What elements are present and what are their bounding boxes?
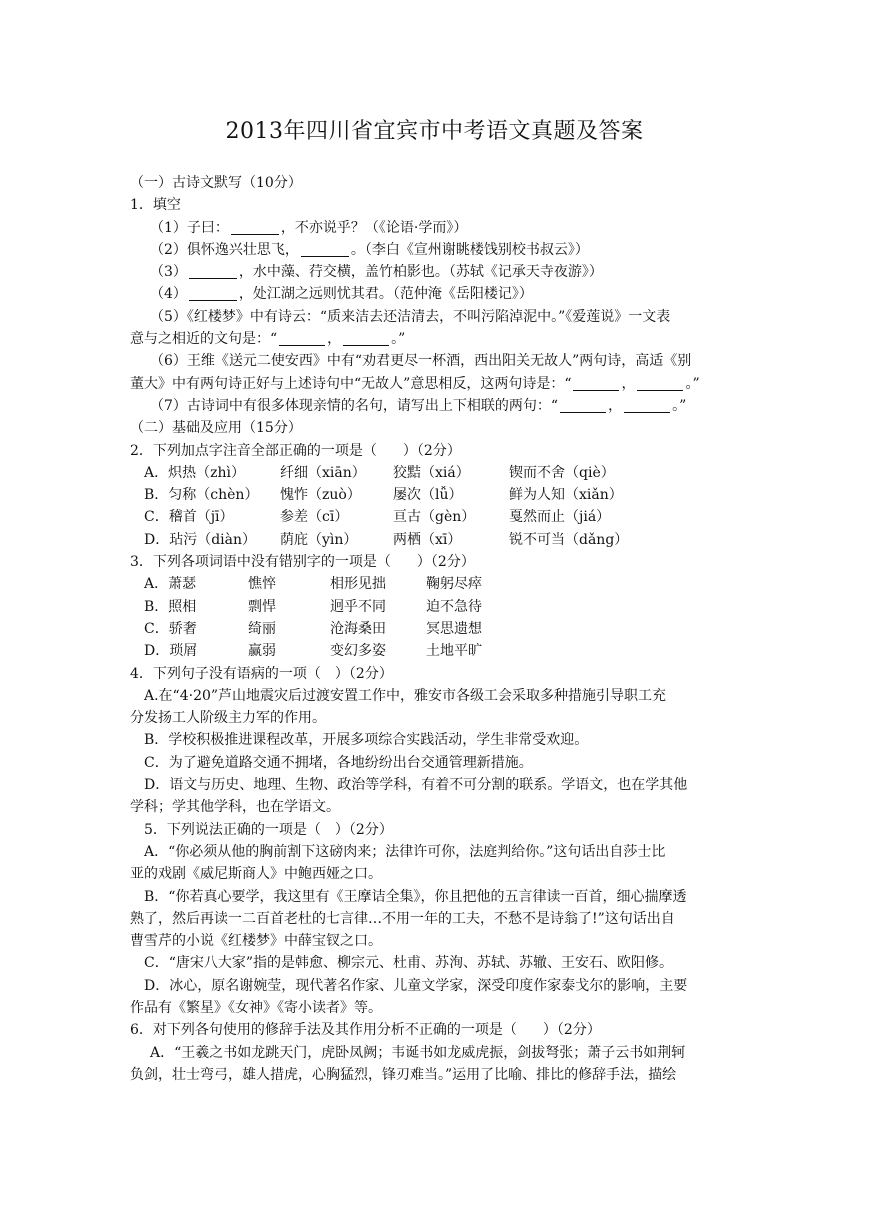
- option-cell: B．匀称（chèn）: [144, 487, 259, 504]
- fill-text: 。（李白《宣州谢眺楼饯别校书叔云》）: [350, 241, 589, 258]
- fill-text: ，处江湖之远则忧其君。（范仲淹《岳阳楼记》）: [238, 286, 533, 303]
- fill-item-1: [130, 217, 745, 239]
- option-cell: 剽悍: [248, 598, 276, 615]
- option-cell: 冥思遗想: [426, 620, 482, 637]
- question-4-stem: 4．下列句子没有语病的一项（ ）（2分）: [130, 665, 393, 682]
- stem-text: 6．对下列各句使用的修辞手法及其作用分析不正确的一项是（: [130, 1022, 517, 1039]
- fill-text: （4）: [150, 286, 187, 303]
- option-row: [130, 529, 745, 551]
- option-cell: B．照相: [144, 598, 197, 615]
- option-cell: 迥乎不同: [330, 598, 386, 615]
- question-2-stem: [130, 440, 745, 462]
- document-title: 2013年四川省宜宾市中考语文真题及答案: [225, 119, 644, 144]
- option-cell: 屡次（lǚ）: [393, 487, 463, 504]
- fill-text: （3）: [150, 264, 187, 281]
- option-a-cont: 亚的戏剧《威尼斯商人》中鲍西娅之口。: [130, 866, 382, 883]
- question-6-stem: [130, 1019, 745, 1041]
- question-3-stem: [130, 551, 745, 573]
- fill-text: 董大》中有两句诗正好与上述诗句中“无故人”意思相反，这两句诗是：“: [130, 375, 572, 392]
- fill-item-6-line2: [130, 373, 745, 395]
- question-heading: 1．填空: [130, 197, 181, 214]
- answer-blank[interactable]: [573, 376, 619, 391]
- question-5-stem: 5．下列说法正确的一项是（ ）（2分）: [144, 821, 393, 838]
- fill-item-4: [130, 283, 745, 305]
- answer-blank[interactable]: [560, 398, 606, 413]
- option-cell: 戛然而止（jiá）: [509, 509, 611, 526]
- option-cell: C．稽首（jī）: [144, 509, 234, 526]
- fill-item-5-line1: （5）《红楼梦》中有诗云：“质来洁去还洁清去，不叫污陷淖泥中。”《爱莲说》一文表: [150, 308, 671, 325]
- fill-item-6-line1: （6）王维《送元二使安西》中有“劝君更尽一杯酒，西出阳关无故人”两句诗，高适《别: [150, 353, 692, 370]
- fill-item-5-line2: [130, 328, 745, 350]
- fill-text: 。”: [391, 331, 406, 348]
- option-cell: 鲜为人知（xiǎn）: [509, 487, 623, 504]
- fill-text: （7）古诗词中有很多体现亲情的名句，请写出上下相联的两句：“: [150, 397, 559, 414]
- option-cell: 荫庇（yìn）: [280, 531, 358, 548]
- option-cell: 赢弱: [248, 643, 276, 660]
- fill-text: （1）子曰：: [150, 219, 229, 236]
- answer-blank[interactable]: [301, 242, 349, 257]
- stem-text: ）（2分）: [542, 1022, 601, 1039]
- option-cell: 纤细（xiān）: [280, 464, 366, 481]
- fill-text: 。”: [672, 397, 687, 414]
- document-body: [130, 172, 745, 1086]
- option-cell: A．炽热（zhì）: [144, 464, 245, 481]
- option-cell: C．骄奢: [144, 620, 197, 637]
- option-cell: 亘古（gèn）: [393, 509, 476, 526]
- option-a: A．“你必须从他的胸前割下这磅肉来；法律许可你，法庭判给你。”这句话出自莎士比: [144, 843, 666, 860]
- option-a-cont: 负剑，壮士弯弓，雄人措虎，心胸猛烈，锋刃难当。”运用了比喻、排比的修辞手法，描绘: [130, 1066, 677, 1083]
- fill-text: ，: [608, 397, 623, 414]
- option-b: B．学校积极推进课程改革，开展多项综合实践活动，学生非常受欢迎。: [144, 732, 589, 749]
- answer-blank[interactable]: [637, 376, 683, 391]
- answer-blank[interactable]: [189, 286, 237, 301]
- option-c: C．“唐宋八大家”指的是韩愈、柳宗元、杜甫、苏洵、苏轼、苏辙、王安石、欧阳修。: [144, 955, 674, 972]
- answer-blank[interactable]: [189, 264, 237, 279]
- option-b: B．“你若真心要学，我这里有《王摩诘全集》，你且把他的五言律读一百首，细心揣摩透: [144, 888, 687, 905]
- stem-text: 2．下列加点字注音全部正确的一项是（: [130, 442, 377, 459]
- option-cell: 锲而不舍（qiè）: [509, 464, 615, 481]
- fill-text: ，不亦说乎？（《论语·学而》）: [280, 219, 468, 236]
- option-cell: 参差（cī）: [280, 509, 349, 526]
- option-row: [130, 618, 745, 640]
- section-heading: （一）古诗文默写（10分）: [130, 175, 302, 191]
- fill-text: 。”: [685, 375, 700, 392]
- option-cell: D．玷污（diàn）: [144, 531, 257, 548]
- option-d-cont: 作品有《繁星》《女神》《寄小读者》等。: [130, 999, 382, 1016]
- option-cell: 两栖（xī）: [393, 531, 462, 548]
- option-c: C．为了避免道路交通不拥堵，各地纷纷出台交通管理新措施。: [144, 754, 533, 771]
- answer-blank[interactable]: [624, 398, 670, 413]
- option-d: D．冰心，原名谢婉莹，现代著名作家、儿童文学家，深受印度作家泰戈尔的影响，主要: [144, 977, 688, 994]
- option-row: [130, 596, 745, 618]
- option-row: [130, 573, 745, 595]
- option-row: [130, 640, 745, 662]
- option-b-cont: 熟了，然后再读一二百首老杜的七言律…不用一年的工夫，不愁不是诗翁了!”这句话出自: [130, 910, 675, 927]
- option-a: A．“王羲之书如龙跳天门，虎卧凤阙；韦诞书如龙威虎振，剑拔弩张；萧子云书如荆轲: [150, 1044, 686, 1061]
- fill-text: ，: [621, 375, 636, 392]
- fill-item-3: [130, 261, 745, 283]
- option-cell: 变幻多姿: [330, 643, 386, 660]
- option-cell: 绮丽: [248, 620, 276, 637]
- option-cell: 愧怍（zuò）: [280, 487, 361, 504]
- option-cell: 憔悴: [248, 576, 276, 593]
- option-row: [130, 462, 745, 484]
- option-row: [130, 484, 745, 506]
- option-b-cont: 曹雪芹的小说《红楼梦》中薛宝钗之口。: [130, 933, 382, 950]
- section-heading: （二）基础及应用（15分）: [130, 420, 302, 437]
- fill-text: ，: [327, 331, 342, 348]
- option-cell: 土地平旷: [426, 643, 482, 660]
- answer-blank[interactable]: [343, 331, 389, 346]
- fill-item-2: [130, 239, 745, 261]
- option-cell: D．琐屑: [144, 643, 198, 660]
- answer-blank[interactable]: [279, 331, 325, 346]
- option-row: [130, 506, 745, 528]
- option-cell: 狡黠（xiá）: [393, 464, 470, 481]
- option-cell: 沧海桑田: [330, 620, 386, 637]
- fill-text: ，水中藻、荇交横，盖竹柏影也。（苏轼《记承天寺夜游》）: [238, 264, 603, 281]
- answer-blank[interactable]: [231, 220, 279, 235]
- option-cell: 鞠躬尽瘁: [426, 576, 482, 593]
- option-a-cont: 分发扬工人阶级主力军的作用。: [130, 710, 326, 727]
- option-cell: 相形见拙: [330, 576, 386, 593]
- option-cell: 锐不可当（dǎng）: [509, 531, 629, 548]
- option-d-cont: 学科；学其他学科，也在学语文。: [130, 799, 340, 816]
- stem-text: ）（2分）: [416, 554, 475, 571]
- fill-text: （2）俱怀逸兴壮思飞，: [150, 241, 299, 258]
- option-cell: 迫不急待: [426, 598, 482, 615]
- option-a: A.在“4·20”芦山地震灾后过渡安置工作中，雅安市各级工会采取多种措施引导职工充: [144, 687, 667, 704]
- fill-text: 意与之相近的文句是：“: [130, 331, 278, 348]
- fill-item-7: [130, 395, 745, 417]
- stem-text: 3．下列各项词语中没有错别字的一项是（: [130, 554, 391, 571]
- stem-text: ）（2分）: [402, 442, 461, 459]
- option-d: D．语文与历史、地理、生物、政治等学科，有着不可分割的联系。学语文，也在学其他: [144, 777, 688, 794]
- option-cell: A．萧瑟: [144, 576, 197, 593]
